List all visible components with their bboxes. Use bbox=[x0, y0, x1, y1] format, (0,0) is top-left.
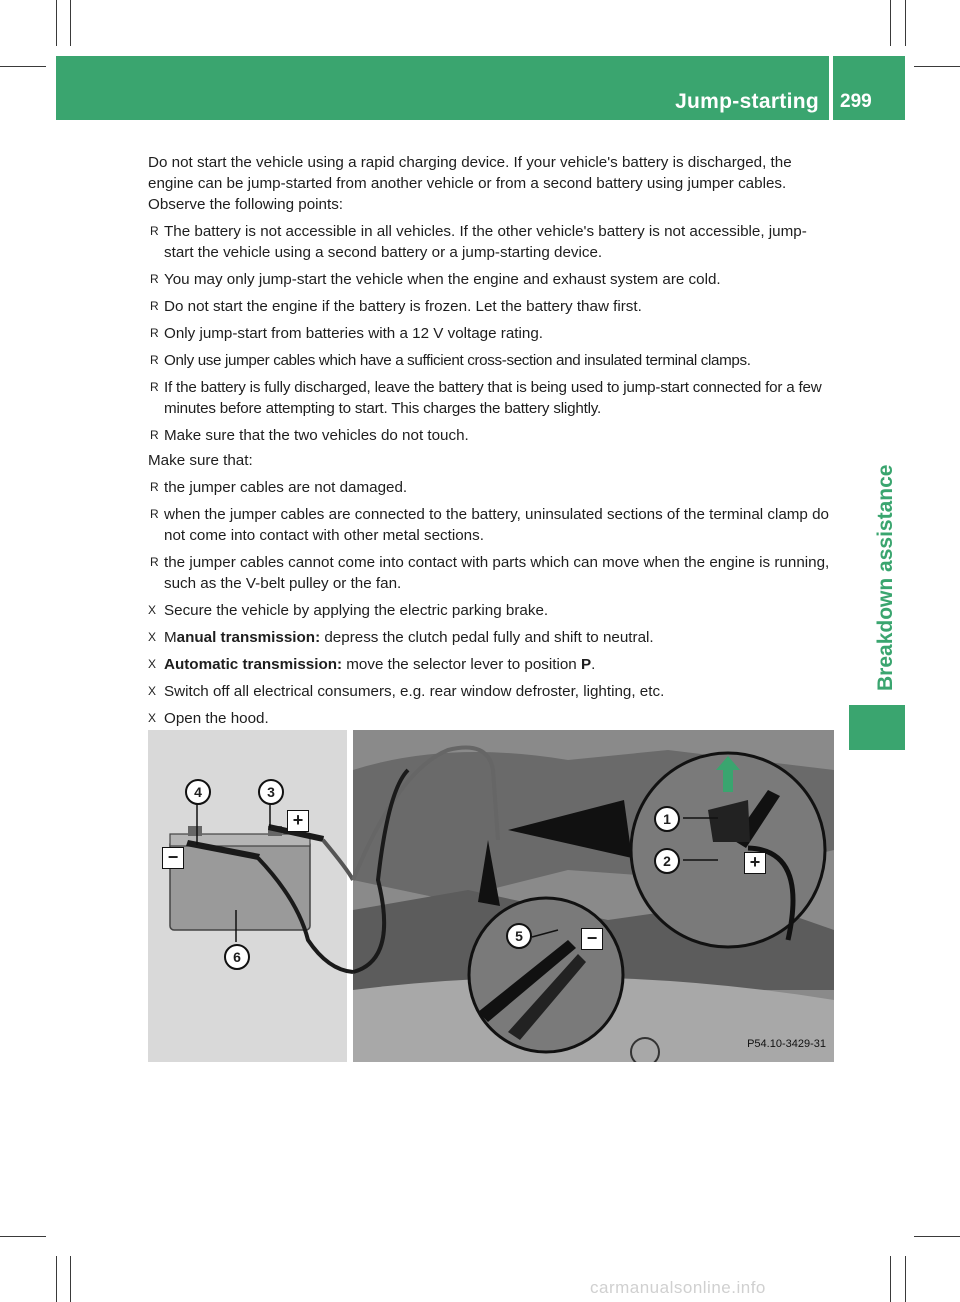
bullet-icon: R bbox=[150, 326, 159, 340]
illustration-drawing bbox=[148, 730, 834, 1062]
bullet-icon: R bbox=[150, 380, 159, 394]
bullet-icon: R bbox=[150, 299, 159, 313]
crop-mark bbox=[914, 1236, 960, 1237]
list-item: R Only jump-start from batteries with a 12 V voltage rating. bbox=[150, 325, 544, 342]
bullet-icon: R bbox=[150, 507, 159, 521]
crop-mark bbox=[70, 0, 71, 46]
crop-mark bbox=[914, 66, 960, 67]
side-tab-marker bbox=[849, 705, 905, 750]
main-content bbox=[148, 152, 832, 735]
step-arrow-icon: X bbox=[148, 630, 157, 644]
step-item: X Manual transmission: depress the clutch pedal fully and shift to neutral. bbox=[148, 629, 654, 646]
crop-mark bbox=[0, 1236, 46, 1237]
step-item: X Secure the vehicle by applying the electric parking brake. bbox=[148, 602, 549, 619]
crop-mark bbox=[70, 1256, 71, 1302]
header-separator bbox=[829, 56, 833, 120]
callout-1: 1 bbox=[654, 806, 680, 832]
list-item: R Do not start the engine if the battery is frozen. Let the battery thaw first. bbox=[150, 298, 642, 315]
plus-label: + bbox=[287, 810, 309, 832]
list-item: R the jumper cables cannot come into contact with parts which can move when the engine is running, such as the V-belt pulley or the fan. bbox=[150, 554, 830, 592]
bullet-icon: R bbox=[150, 428, 159, 442]
plus-label-detail: + bbox=[744, 852, 766, 874]
step-arrow-icon: X bbox=[148, 603, 157, 617]
list-item: R Make sure that the two vehicles do not touch. bbox=[150, 427, 469, 444]
watermark: carmanualsonline.info bbox=[590, 1278, 766, 1297]
bullet-icon: R bbox=[150, 480, 159, 494]
negative-terminal-detail bbox=[469, 898, 623, 1052]
crop-mark bbox=[890, 0, 891, 46]
list-item: R You may only jump-start the vehicle when the engine and exhaust system are cold. bbox=[150, 271, 721, 288]
minus-label: − bbox=[162, 847, 184, 869]
page-header bbox=[56, 56, 905, 120]
list-item: R the jumper cables are not damaged. bbox=[150, 479, 408, 496]
intro-paragraph: Do not start the vehicle using a rapid charging device. If your vehicle's battery is discharged, the engine can be jump-started from another vehicle or from a second battery using jumper cables. Observe the following points: bbox=[148, 154, 792, 213]
page-number: 299 bbox=[840, 91, 872, 112]
callout-2: 2 bbox=[654, 848, 680, 874]
callout-4: 4 bbox=[185, 779, 211, 805]
callout-6: 6 bbox=[224, 944, 250, 970]
list-item: R The battery is not accessible in all vehicles. If the other vehicle's battery is not accessible, jump-start the vehicle using a second battery or a jump-starting device. bbox=[150, 223, 807, 261]
crop-mark bbox=[56, 1256, 57, 1302]
make-sure-heading: Make sure that: bbox=[148, 452, 253, 469]
crop-mark bbox=[56, 0, 57, 46]
minus-label-detail: − bbox=[581, 928, 603, 950]
bullet-icon: R bbox=[150, 272, 159, 286]
list-item: R when the jumper cables are connected to the battery, uninsulated sections of the terminal clamp do not come into contact with other metal sections. bbox=[150, 506, 829, 544]
side-tab-label: Breakdown assistance bbox=[874, 464, 897, 691]
step-item: X Switch off all electrical consumers, e.g. rear window defroster, lighting, etc. bbox=[148, 683, 665, 700]
crop-mark bbox=[0, 66, 46, 67]
figure-code: P54.10-3429-31 bbox=[747, 1038, 826, 1050]
bullet-icon: R bbox=[150, 555, 159, 569]
section-title: Jump-starting bbox=[675, 90, 819, 113]
crop-mark bbox=[905, 1256, 906, 1302]
callout-3: 3 bbox=[258, 779, 284, 805]
bullet-icon: R bbox=[150, 353, 159, 367]
list-item: R If the battery is fully discharged, leave the battery that is being used to jump-start connected for a few minutes before attempting to start. This charges the battery slightly. bbox=[150, 379, 822, 417]
step-arrow-icon: X bbox=[148, 657, 157, 671]
crop-mark bbox=[905, 0, 906, 46]
side-tab bbox=[842, 125, 906, 705]
crop-mark bbox=[890, 1256, 891, 1302]
list-item: R Only use jumper cables which have a sufficient cross-section and insulated terminal clamps. bbox=[150, 352, 751, 369]
step-item: X Automatic transmission: move the selector lever to position P. bbox=[148, 656, 596, 673]
step-arrow-icon: X bbox=[148, 711, 157, 725]
bullet-icon: R bbox=[150, 224, 159, 238]
jump-start-illustration bbox=[148, 730, 834, 1062]
step-item: X Open the hood. bbox=[148, 710, 269, 727]
callout-5: 5 bbox=[506, 923, 532, 949]
step-arrow-icon: X bbox=[148, 684, 157, 698]
